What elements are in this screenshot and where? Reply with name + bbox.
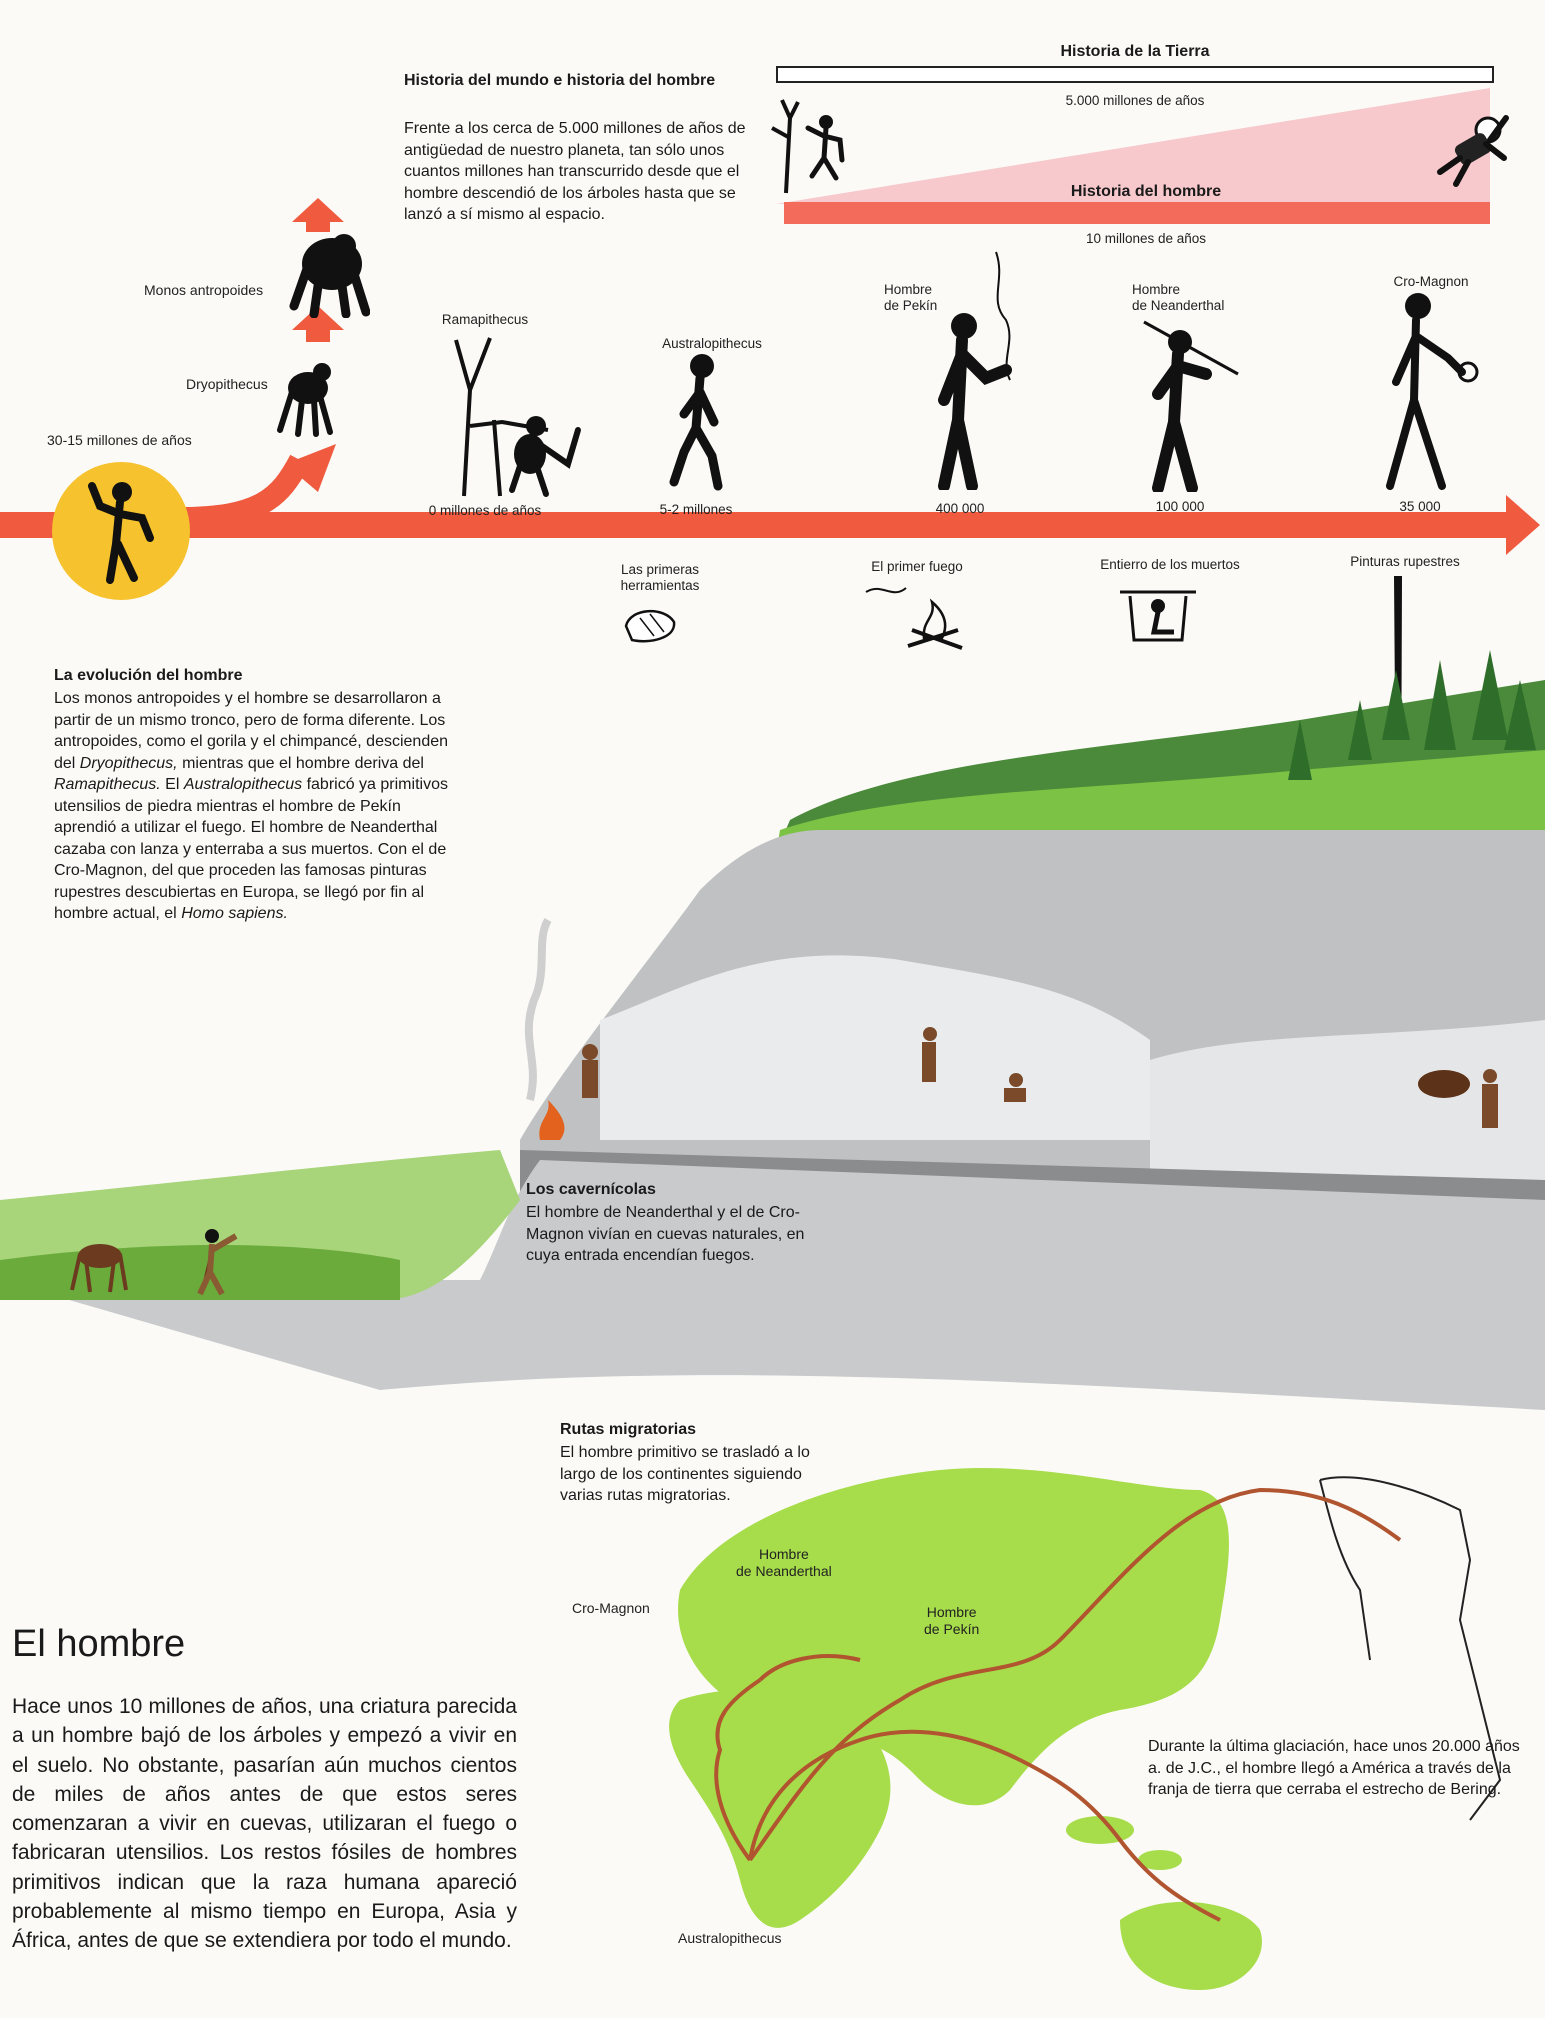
species-pekin-name: Hombre de Pekín bbox=[884, 282, 938, 313]
neanderthal-icon bbox=[1134, 312, 1254, 492]
species-cromagnon-name: Cro-Magnon bbox=[1393, 274, 1469, 289]
page-title: El hombre bbox=[12, 1623, 186, 1665]
tree-ape-icon bbox=[764, 98, 854, 198]
time-scale-wedge bbox=[776, 84, 1496, 226]
human-years-label: 10 millones de años bbox=[1085, 231, 1207, 246]
species-neanderthal-time: 100 000 bbox=[1155, 499, 1205, 514]
species-ramapithecus-name: Ramapithecus bbox=[441, 312, 529, 327]
astronaut-icon bbox=[1426, 100, 1516, 190]
species-australopithecus-name: Australopithecus bbox=[662, 336, 762, 351]
species-neanderthal-name: Hombre de Neanderthal bbox=[1132, 282, 1225, 313]
map-label-cromagnon: Cro-Magnon bbox=[572, 1600, 650, 1616]
cave-landscape-illustration bbox=[0, 640, 1545, 1440]
dryopithecus-label: Dryopithecus bbox=[186, 376, 268, 392]
milestone-tools-label: Las primeras herramientas bbox=[620, 562, 700, 593]
human-history-title: Historia del hombre bbox=[1070, 183, 1222, 200]
cave-text: El hombre de Neanderthal y el de Cro-Magnon vivían en cuevas naturales, en cuya entrada encendían fuegos. bbox=[526, 1204, 805, 1264]
gorilla-icon bbox=[284, 226, 370, 318]
primate-icon bbox=[80, 474, 160, 594]
bering-note: Durante la última glaciación, hace unos 20.000 años a. de J.C., el hombre llegó a América a través de la franja de tierra que cerraba el estrecho de Bering. bbox=[1148, 1738, 1520, 1798]
main-body-text: Hace unos 10 millones de años, una criatura parecida a un hombre bajó de los árboles y empezó a vivir en el suelo. No obstante, pasarían aún muchos cientos de miles de años antes de que estos seres comenzaran a vivir en cuevas, utilizaran el fuego o fabricaran utensilios. Los restos fósiles de hombres primitivos indican que la raza humana apareció probablemente al mismo tiempo en Europa, Asia y África, antes de que se extendiera por todo el mundo. bbox=[12, 1695, 517, 1953]
milestone-painting-label: Pinturas rupestres bbox=[1350, 554, 1460, 569]
monos-label: Monos antropoides bbox=[144, 282, 264, 298]
earth-history-title: Historia de la Tierra bbox=[1060, 43, 1210, 60]
species-australopithecus-time: 5-2 millones bbox=[659, 502, 733, 517]
cave-title: Los cavernícolas bbox=[526, 1181, 656, 1198]
intro-text: Frente a los cerca de 5.000 millones de años de antigüedad de nuestro planeta, tan sólo unos cuantos millones han transcurrido desde que el hombre descendió de los árboles hasta que se lanzó a sí mismo al espacio. bbox=[404, 120, 746, 223]
burial-icon bbox=[1118, 586, 1198, 648]
dryopithecus-icon bbox=[272, 356, 342, 438]
cromagnon-icon bbox=[1366, 290, 1486, 490]
map-label-australopithecus: Australopithecus bbox=[678, 1930, 782, 1946]
species-cromagnon-time: 35 000 bbox=[1399, 499, 1441, 514]
map-label-pekin: Hombre de Pekín bbox=[924, 1604, 980, 1637]
routes-title: Rutas migratorias bbox=[560, 1421, 697, 1438]
ramapithecus-icon bbox=[438, 330, 588, 500]
evolution-timeline-arrow bbox=[0, 380, 1545, 580]
evolution-title: La evolución del hombre bbox=[54, 667, 243, 684]
milestone-burial-label: Entierro de los muertos bbox=[1100, 557, 1240, 572]
evolution-text: Los monos antropoides y el hombre se desarrollaron a partir de un mismo tronco, pero de forma diferente. Los antropoides, como el gorila y el chimpancé, descienden del Dryopithecus, mientras que el hombre deriva del Ramapithecus. El Australopithecus fabricó ya primitivos utensilios de piedra mientras el hombre de Pekín aprendió a utilizar el fuego. El hombre de Neanderthal cazaba con lanza y enterraba a sus muertos. Con el de Cro-Magnon, del que proceden las famosas pinturas rupestres descubiertas en Europa, se llegó por fin al hombre actual, el Homo sapiens. bbox=[54, 690, 449, 922]
pekin-man-icon bbox=[914, 250, 1024, 490]
intro-title: Historia del mundo e historia del hombre bbox=[404, 72, 716, 89]
start-label: 30-15 millones de años bbox=[47, 432, 192, 448]
species-ramapithecus-time: 0 millones de años bbox=[428, 503, 542, 518]
earth-history-bar bbox=[776, 66, 1494, 83]
routes-text: El hombre primitivo se trasladó a lo largo de los continentes siguiendo varias rutas migratorias. bbox=[560, 1444, 810, 1504]
earth-years-label: 5.000 millones de años bbox=[1065, 93, 1205, 108]
species-pekin-time: 400 000 bbox=[935, 501, 985, 516]
map-label-neanderthal: Hombre de Neanderthal bbox=[736, 1546, 832, 1579]
milestone-fire-label: El primer fuego bbox=[871, 559, 963, 574]
australopithecus-icon bbox=[660, 352, 740, 492]
